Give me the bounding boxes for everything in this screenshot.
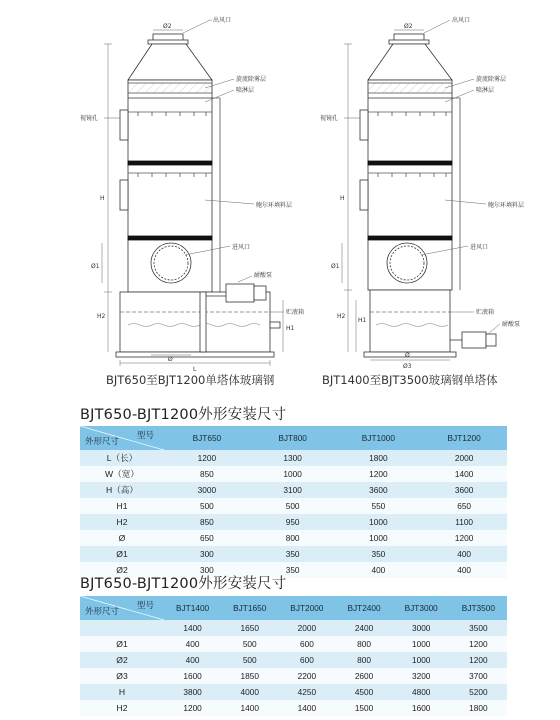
table1-model-header: BJT650 bbox=[164, 426, 250, 450]
table-row bbox=[80, 546, 507, 562]
cell: 1400 bbox=[164, 620, 221, 636]
row-label: Ø3 bbox=[80, 668, 164, 684]
table-row bbox=[80, 684, 507, 700]
spec-table-2 bbox=[80, 596, 507, 716]
cell: 1200 bbox=[421, 530, 507, 546]
cell: 1000 bbox=[336, 514, 422, 530]
cell: 650 bbox=[421, 498, 507, 514]
cell: 350 bbox=[250, 562, 336, 578]
cell: 3200 bbox=[393, 668, 450, 684]
cell: 4800 bbox=[393, 684, 450, 700]
row-label: Ø2 bbox=[80, 652, 164, 668]
cell: 800 bbox=[250, 530, 336, 546]
label-demister-right: 旋流除雾层 bbox=[476, 76, 507, 83]
table2-model-header: BJT2400 bbox=[335, 596, 392, 620]
cell: 2600 bbox=[335, 668, 392, 684]
cell: 300 bbox=[164, 546, 250, 562]
table2-corner-top: 型号 bbox=[136, 600, 154, 610]
cell: 1600 bbox=[164, 668, 221, 684]
cell: 2000 bbox=[278, 620, 335, 636]
table-row bbox=[80, 636, 507, 652]
dim-d2-left: Ø2 bbox=[163, 23, 172, 30]
table1-model-header: BJT1200 bbox=[421, 426, 507, 450]
dim-h1-right: H1 bbox=[358, 317, 367, 324]
label-packing-left: 鲍尔环填料层 bbox=[256, 202, 293, 209]
dim-h2-left: H2 bbox=[97, 313, 106, 320]
cell: 1000 bbox=[336, 530, 422, 546]
row-label: H2 bbox=[80, 700, 164, 716]
cell: 4250 bbox=[278, 684, 335, 700]
cell: 2400 bbox=[335, 620, 392, 636]
cell: 350 bbox=[250, 546, 336, 562]
cell: 800 bbox=[335, 652, 392, 668]
cell: 3000 bbox=[164, 482, 250, 498]
cell: 1400 bbox=[421, 466, 507, 482]
table2-title: BJT650-BJT1200外形安装尺寸 bbox=[80, 576, 287, 592]
table2-model-header: BJT2000 bbox=[278, 596, 335, 620]
row-label: H1 bbox=[80, 498, 164, 514]
row-label bbox=[80, 620, 164, 636]
left-tower bbox=[102, 20, 284, 366]
dim-d1-left: Ø1 bbox=[91, 263, 100, 270]
cell: 2200 bbox=[278, 668, 335, 684]
cell: 1200 bbox=[450, 652, 507, 668]
cell: 1400 bbox=[221, 700, 278, 716]
table-row bbox=[80, 700, 507, 716]
cell: 1800 bbox=[336, 450, 422, 466]
label-tank-left: 贮液箱 bbox=[286, 309, 305, 316]
table2-corner-bottom: 外形尺寸 bbox=[85, 606, 120, 616]
cell: 3600 bbox=[421, 482, 507, 498]
cell: 950 bbox=[250, 514, 336, 530]
cell: 3500 bbox=[450, 620, 507, 636]
label-sight-hole-left: 视镜孔 bbox=[80, 115, 99, 122]
dim-phi-right: Ø bbox=[405, 352, 410, 359]
cell: 400 bbox=[336, 562, 422, 578]
cell: 1850 bbox=[221, 668, 278, 684]
dim-d2-right: Ø2 bbox=[404, 23, 413, 30]
cell: 400 bbox=[421, 562, 507, 578]
label-outlet-right: 出风口 bbox=[452, 17, 471, 24]
cell: 800 bbox=[335, 636, 392, 652]
cell: 3700 bbox=[450, 668, 507, 684]
cell: 300 bbox=[164, 562, 250, 578]
table1-title: BJT650-BJT1200外形安装尺寸 bbox=[80, 407, 287, 423]
caption-left: BJT650至BJT1200单塔体玻璃钢 bbox=[106, 373, 275, 387]
label-spray-right: 喷淋层 bbox=[476, 87, 495, 94]
cell: 550 bbox=[336, 498, 422, 514]
label-demister-left: 旋流除雾层 bbox=[236, 76, 267, 83]
cell: 3100 bbox=[250, 482, 336, 498]
label-outlet-left: 出风口 bbox=[213, 17, 232, 24]
label-spray-left: 喷淋层 bbox=[236, 87, 255, 94]
table1-corner-bottom: 外形尺寸 bbox=[85, 436, 120, 446]
dim-d1-right: Ø1 bbox=[331, 263, 340, 270]
cell: 500 bbox=[164, 498, 250, 514]
table-row bbox=[80, 482, 507, 498]
dim-h1-left: H1 bbox=[286, 325, 295, 332]
cell: 1300 bbox=[250, 450, 336, 466]
row-label: L（长） bbox=[80, 450, 164, 466]
table2-model-header: BJT1650 bbox=[221, 596, 278, 620]
dim-h-right: H bbox=[340, 195, 345, 202]
cell: 1200 bbox=[164, 450, 250, 466]
cell: 600 bbox=[278, 652, 335, 668]
table-row bbox=[80, 514, 507, 530]
cell: 1200 bbox=[164, 700, 221, 716]
cell: 400 bbox=[164, 652, 221, 668]
cell: 850 bbox=[164, 514, 250, 530]
row-label: Ø1 bbox=[80, 636, 164, 652]
table2-corner bbox=[80, 596, 164, 620]
row-label: H（高） bbox=[80, 482, 164, 498]
cell: 500 bbox=[250, 498, 336, 514]
table1-corner-top: 型号 bbox=[136, 430, 154, 440]
cell: 1000 bbox=[393, 652, 450, 668]
caption-right: BJT1400至BJT3500玻璃钢单塔体 bbox=[322, 373, 498, 387]
dim-l-left: L bbox=[193, 366, 197, 373]
label-inlet-left: 进风口 bbox=[232, 244, 251, 251]
table-row bbox=[80, 652, 507, 668]
cell: 350 bbox=[336, 546, 422, 562]
cell: 500 bbox=[221, 636, 278, 652]
cell: 650 bbox=[164, 530, 250, 546]
label-inlet-right: 进风口 bbox=[470, 244, 489, 251]
spec-table-1 bbox=[80, 426, 507, 578]
cell: 1200 bbox=[336, 466, 422, 482]
cell: 5200 bbox=[450, 684, 507, 700]
table-row bbox=[80, 530, 507, 546]
cell: 4000 bbox=[221, 684, 278, 700]
dim-h-left: H bbox=[100, 195, 105, 202]
table-row bbox=[80, 466, 507, 482]
table1-model-header: BJT800 bbox=[250, 426, 336, 450]
label-pump-right: 耐酸泵 bbox=[502, 321, 521, 328]
cell: 1000 bbox=[250, 466, 336, 482]
cell: 1200 bbox=[450, 636, 507, 652]
table-row bbox=[80, 498, 507, 514]
label-sight-hole-right: 视镜孔 bbox=[320, 115, 339, 122]
dim-phi-left: Ø bbox=[168, 356, 173, 363]
row-label: Ø1 bbox=[80, 546, 164, 562]
cell: 1600 bbox=[393, 700, 450, 716]
cell: 3000 bbox=[393, 620, 450, 636]
cell: 1000 bbox=[393, 636, 450, 652]
cell: 1800 bbox=[450, 700, 507, 716]
cell: 400 bbox=[421, 546, 507, 562]
cell: 600 bbox=[278, 636, 335, 652]
table2-model-header: BJT1400 bbox=[164, 596, 221, 620]
row-label: H bbox=[80, 684, 164, 700]
row-label: Ø bbox=[80, 530, 164, 546]
cell: 400 bbox=[164, 636, 221, 652]
table2-model-header: BJT3000 bbox=[393, 596, 450, 620]
cell: 1400 bbox=[278, 700, 335, 716]
cell: 1650 bbox=[221, 620, 278, 636]
cell: 3800 bbox=[164, 684, 221, 700]
table-row bbox=[80, 668, 507, 684]
row-label: W（宽） bbox=[80, 466, 164, 482]
cell: 1500 bbox=[335, 700, 392, 716]
dim-d3-right: Ø3 bbox=[403, 363, 412, 370]
row-label: H2 bbox=[80, 514, 164, 530]
table1-corner bbox=[80, 426, 164, 450]
cell: 4500 bbox=[335, 684, 392, 700]
label-tank-right: 贮液箱 bbox=[476, 309, 495, 316]
table-row bbox=[80, 620, 507, 636]
label-packing-right: 鲍尔环填料层 bbox=[488, 202, 525, 209]
cell: 850 bbox=[164, 466, 250, 482]
cell: 1100 bbox=[421, 514, 507, 530]
label-pump-left: 耐酸泵 bbox=[254, 272, 273, 279]
cell: 500 bbox=[221, 652, 278, 668]
table2-model-header: BJT3500 bbox=[450, 596, 507, 620]
table1-model-header: BJT1000 bbox=[336, 426, 422, 450]
row-label: Ø2 bbox=[80, 562, 164, 578]
cell: 2000 bbox=[421, 450, 507, 466]
dim-h2-right: H2 bbox=[337, 313, 346, 320]
cell: 3600 bbox=[336, 482, 422, 498]
table-row bbox=[80, 450, 507, 466]
